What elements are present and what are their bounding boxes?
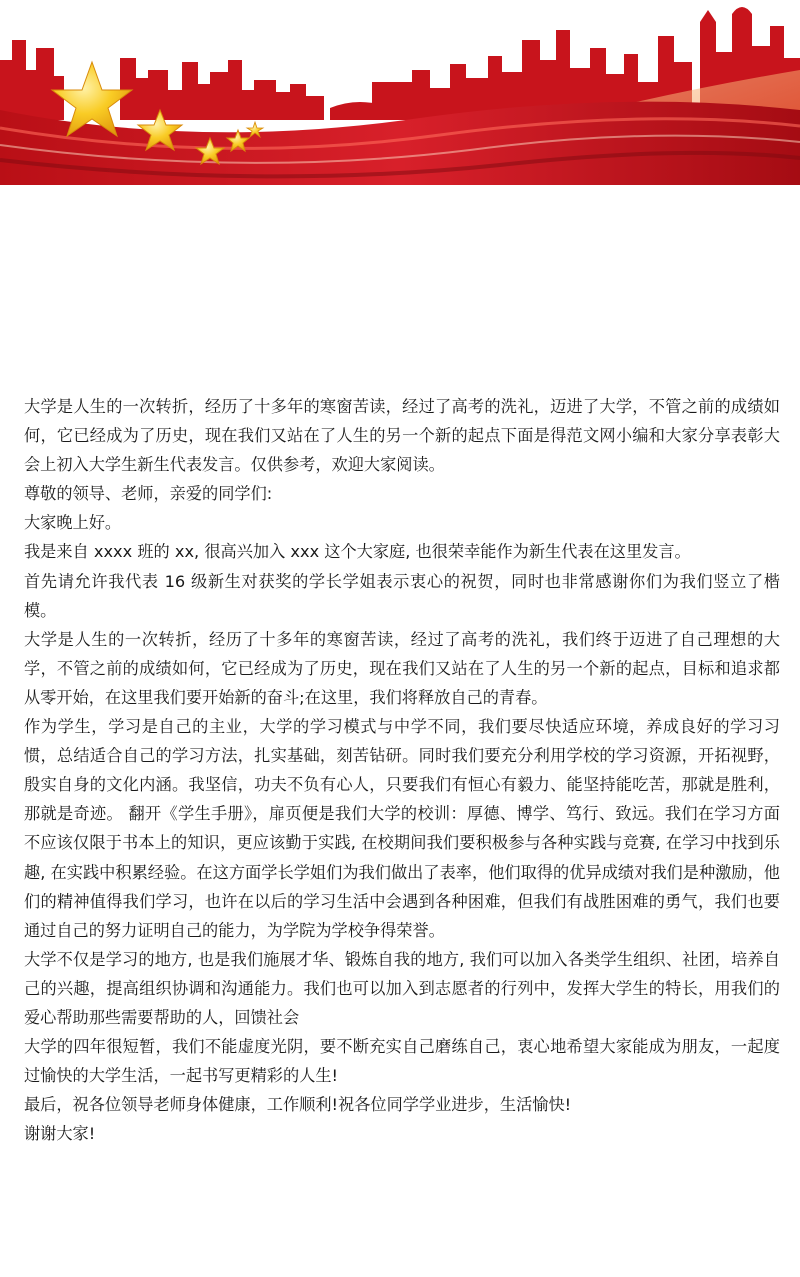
turning-point-paragraph: 大学是人生的一次转折，经历了十多年的寒窗苦读，经过了高考的洗礼，我们终于迈进了自己理想的大学，不管之前的成绩如何，它已经成为了历史，现在我们又站在了人生的另一个新的起点，目标和追求都从零开始，在这里我们要开始新的奋斗;在这里，我们将释放自己的青春。	[24, 629, 780, 707]
thanks: 谢谢大家!	[24, 1124, 96, 1144]
study-paragraph: 作为学生，学习是自己的主业，大学的学习模式与中学不同，我们要尽快适应环境，养成良好的学习习惯，总结适合自己的学习方法，扎实基础，刻苦钻研。同时我们要充分利用学校的学习资源，开拓视野，殷实自身的文化内涵。我坚信，功夫不负有心人，只要我们有恒心有毅力、能坚持能吃苦，那就是胜利，那就是奇迹。 翻开《学生手册》，扉页便是我们大学的校训：厚德、博学、笃行、致远。我们在学习方面不应该仅限于书本上的知识，更应该勤于实践, 在校期间我们要积极参与各种实践与竞赛, 在学习中找到乐趣, 在实践中积累经验。在这方面学长学姐们为我们做出了表率，他们取得的优异成绩对我们是种激励，他们的精神值得我们学习，也许在以后的学习生活中会遇到各种困难，但我们有战胜困难的勇气，我们也要通过自己的努力证明自己的能力，为学院为学校争得荣誉。	[24, 717, 780, 940]
salutation: 尊敬的领导、老师，亲爱的同学们:	[24, 484, 273, 504]
closing-wishes: 最后，祝各位领导老师身体健康，工作顺利!祝各位同学学业进步，生活愉快!	[24, 1095, 572, 1115]
header-banner	[0, 0, 800, 185]
activities-paragraph: 大学不仅是学习的地方, 也是我们施展才华、锻炼自我的地方, 我们可以加入各类学生组织、社团，培养自己的兴趣，提高组织协调和沟通能力。我们也可以加入到志愿者的行列中，发挥大学生的特长，用我们的爱心帮助那些需要帮助的人，回馈社会	[24, 949, 780, 1027]
speech-body	[24, 392, 780, 1148]
self-introduction: 我是来自 xxxx 班的 xx, 很高兴加入 xxx 这个大家庭, 也很荣幸能作为新生代表在这里发言。	[24, 542, 691, 562]
greeting: 大家晚上好。	[24, 513, 122, 533]
intro-paragraph: 大学是人生的一次转折，经历了十多年的寒窗苦读，经过了高考的洗礼，迈进了大学，不管之前的成绩如何，它已经成为了历史，现在我们又站在了人生的另一个新的起点下面是得范文网小编和大家分享表彰大会上初入大学生新生代表发言。仅供参考，欢迎大家阅读。	[24, 397, 780, 475]
congratulation-paragraph: 首先请允许我代表 16 级新生对获奖的学长学姐表示衷心的祝贺，同时也非常感谢你们为我们竖立了楷模。	[24, 571, 780, 620]
four-years-paragraph: 大学的四年很短暂，我们不能虚度光阴，要不断充实自己磨练自己，衷心地希望大家能成为朋友，一起度过愉快的大学生活，一起书写更精彩的人生!	[24, 1037, 780, 1086]
banner-graphic	[0, 0, 800, 185]
